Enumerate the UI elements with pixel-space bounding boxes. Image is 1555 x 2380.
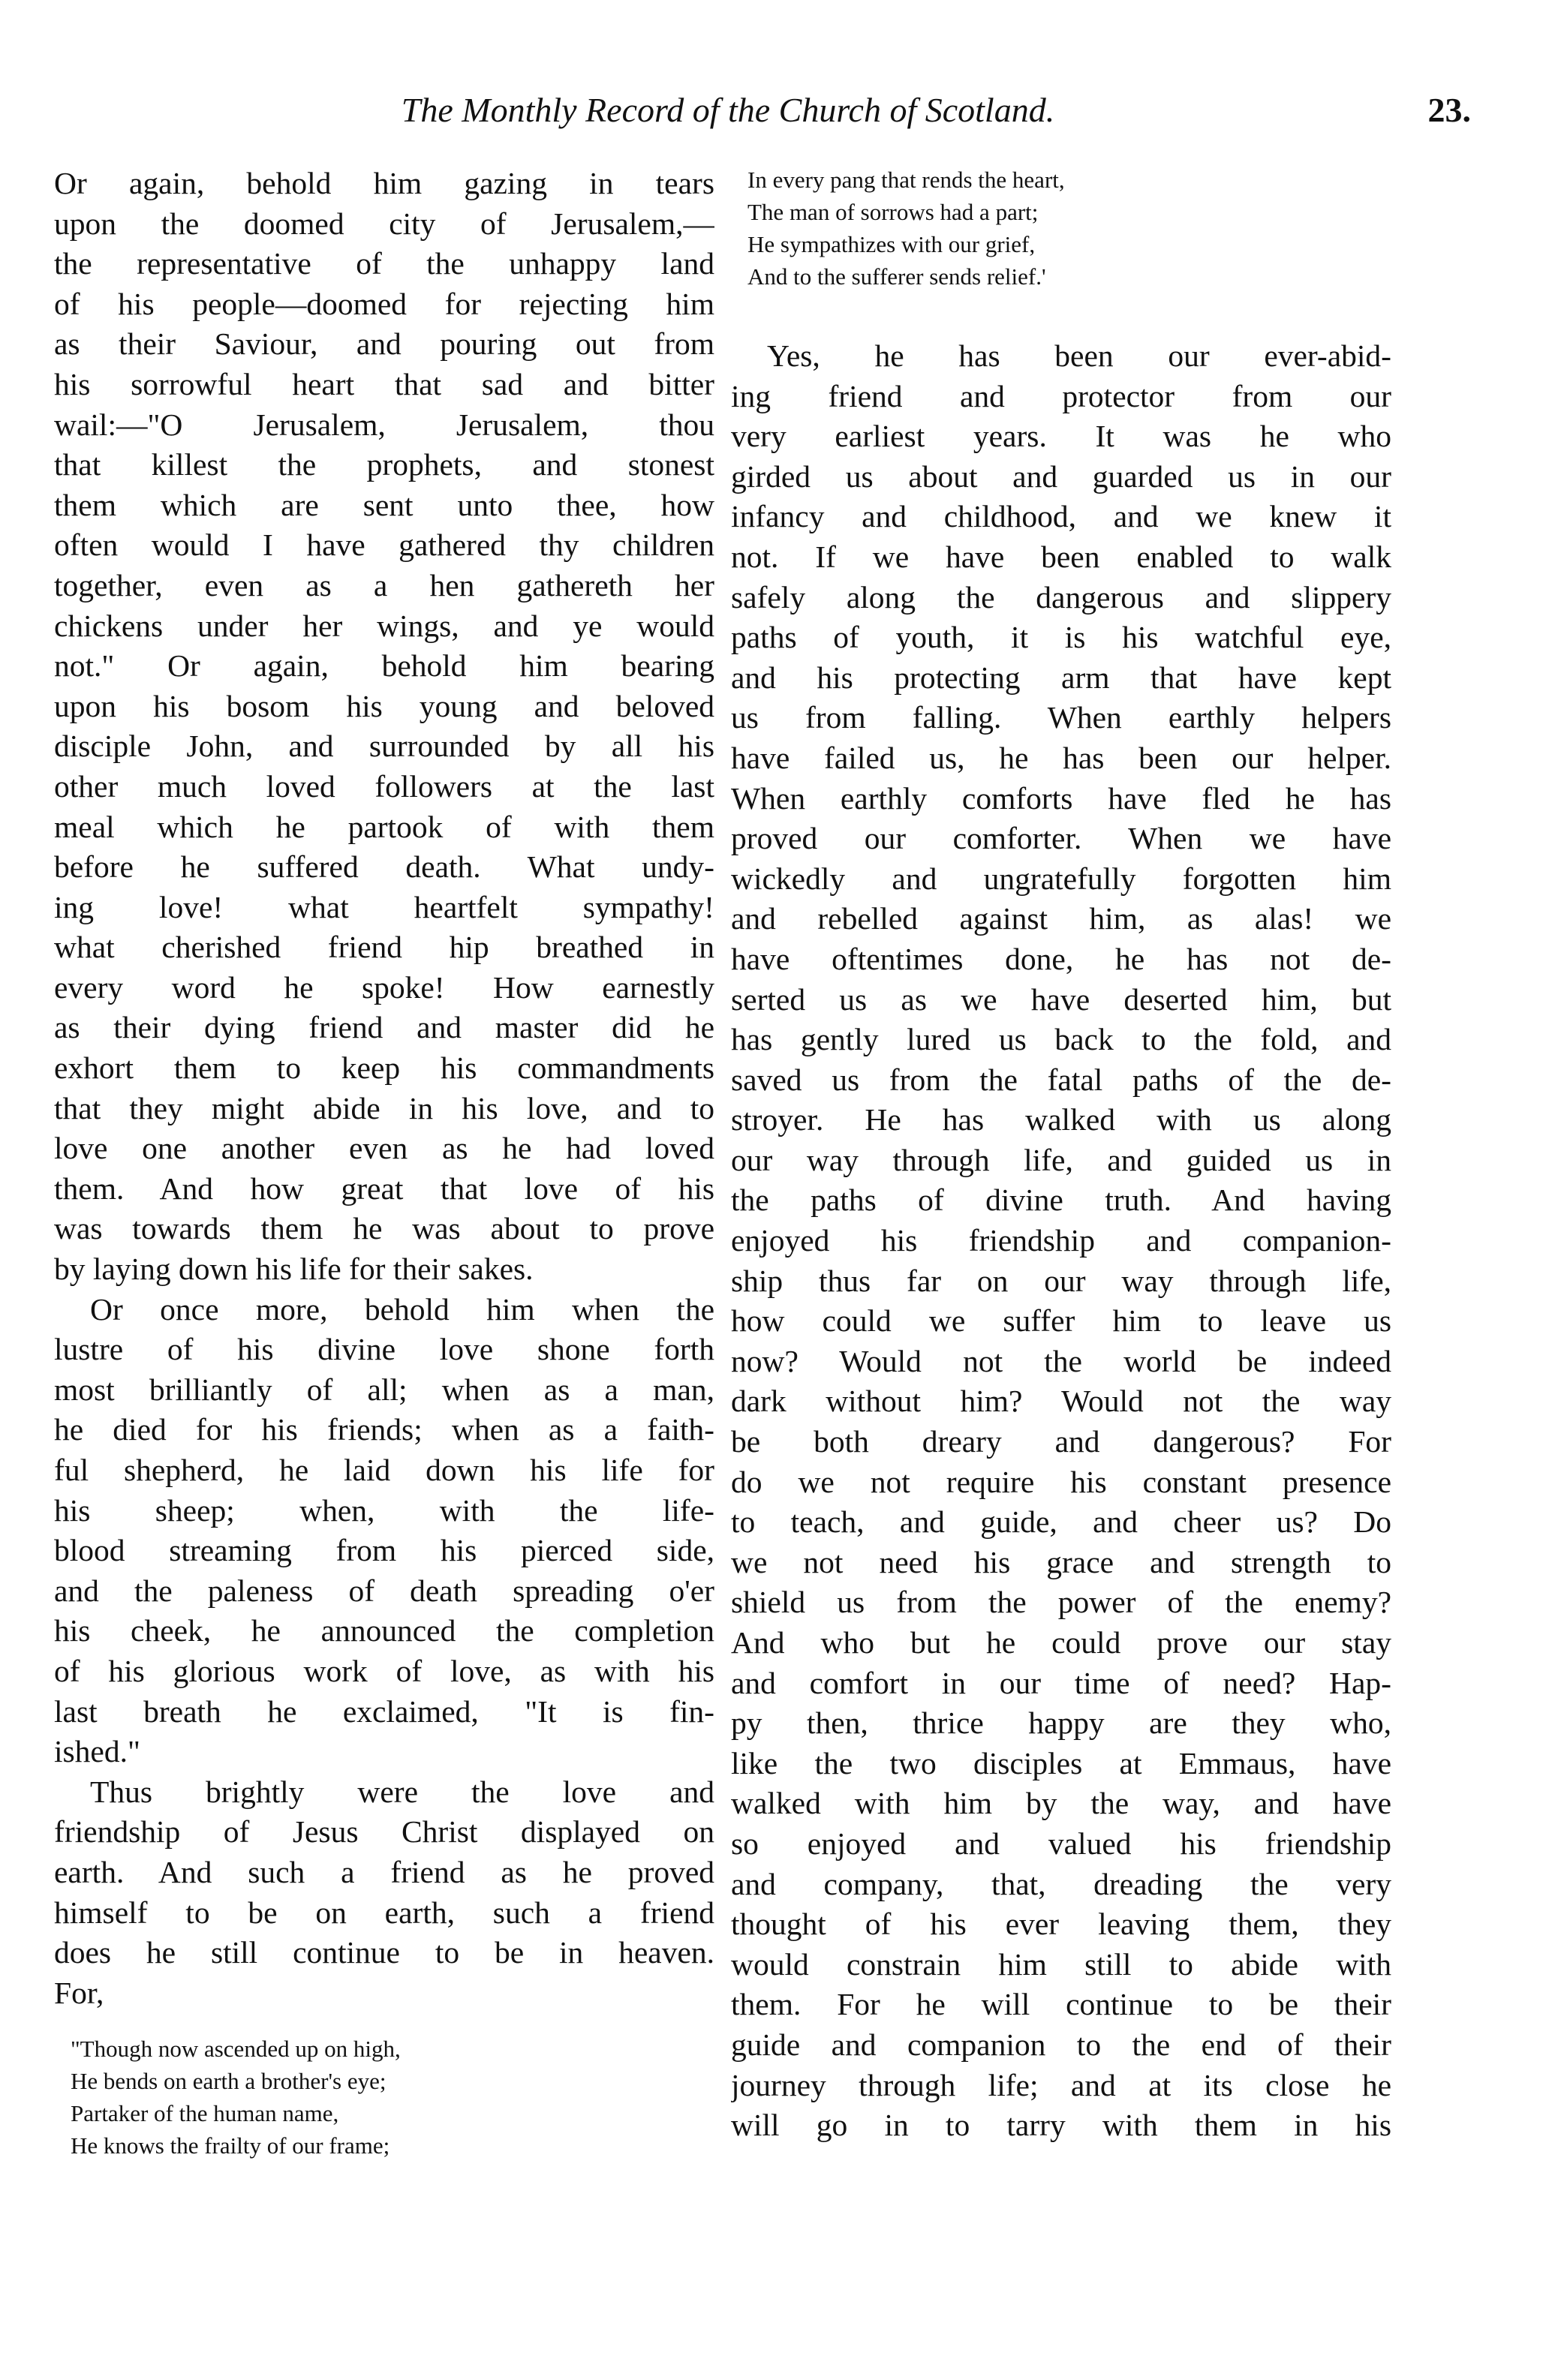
text-line: Thus brightly were the love and (90, 1774, 714, 1809)
text-line: very earliest years. It was he who (731, 419, 1391, 454)
text-line: of his people—doomed for rejecting him (54, 286, 714, 321)
page-number: 23. (1427, 91, 1471, 129)
text-line: proved our comforter. When we have (731, 821, 1391, 856)
text-line: together, even as a hen gathereth her (54, 567, 714, 603)
text-line: Or again, behold him gazing in tears (54, 166, 714, 200)
text-line: would constrain him still to abide with (731, 1946, 1391, 1982)
text-line: earth. And such a friend as he proved (54, 1854, 714, 1889)
text-line: them. And how great that love of his (54, 1170, 714, 1206)
text-line: that killest the prophets, and stonest (54, 447, 714, 482)
text-line: not." Or again, behold him bearing (54, 648, 714, 684)
text-line: disciple John, and surrounded by all his (54, 729, 714, 764)
paragraph-3 (54, 1772, 714, 2014)
text-line: them which are sent unto thee, how (54, 487, 714, 522)
verse-line: He knows the frailty of our frame; (71, 2132, 390, 2159)
text-line: now? Would not the world be indeed (731, 1343, 1391, 1378)
verse-quote-end (731, 164, 1391, 293)
left-column (54, 164, 714, 2162)
text-line: was towards them he was about to prove (54, 1211, 714, 1246)
text-line: For, (54, 1975, 104, 2010)
text-line: will go in to tarry with them in his (731, 2108, 1391, 2143)
text-line: last breath he exclaimed, "It is fin- (54, 1693, 714, 1729)
text-line: our way through life, and guided us in (731, 1142, 1391, 1177)
running-title: The Monthly Record of the Church of Scotland. (401, 91, 1055, 129)
text-line: and rebelled against him, as alas! we (731, 901, 1391, 936)
text-line: infancy and childhood, and we knew it (731, 499, 1391, 534)
text-line: py then, thrice happy are they who, (731, 1705, 1391, 1741)
text-line: his sorrowful heart that sad and bitter (54, 366, 714, 401)
text-line: thought of his ever leaving them, they (731, 1907, 1391, 1942)
text-line: by laying down his life for their sakes. (54, 1252, 534, 1287)
text-line: shield us from the power of the enemy? (731, 1585, 1391, 1620)
verse-quote-start (54, 2033, 714, 2162)
text-line: his sheep; when, with the life- (54, 1492, 714, 1528)
text-line: as their Saviour, and pouring out from (54, 326, 714, 362)
text-line: that they might abide in his love, and to (54, 1090, 714, 1125)
verse-line: In every pang that rends the heart, (747, 167, 1065, 193)
text-line: be both dreary and dangerous? For (731, 1424, 1391, 1459)
text-line: wail:—"O Jerusalem, Jerusalem, thou (54, 407, 714, 442)
text-line: upon his bosom his young and beloved (54, 688, 714, 723)
text-line: we not need his grace and strength to (731, 1544, 1391, 1579)
text-line: not. If we have been enabled to walk (731, 539, 1391, 574)
text-line: often would I have gathered thy children (54, 527, 714, 563)
text-line: chickens under her wings, and ye would (54, 608, 714, 643)
text-line: saved us from the fatal paths of the de- (731, 1062, 1391, 1097)
text-line: And who but he could prove our stay (731, 1625, 1391, 1660)
text-line: the paths of divine truth. And having (731, 1182, 1391, 1218)
text-line: safely along the dangerous and slippery (731, 579, 1391, 615)
text-line: what cherished friend hip breathed in (54, 930, 714, 965)
text-line: every word he spoke! How earnestly (54, 969, 714, 1005)
text-line: and the paleness of death spreading o'er (54, 1573, 714, 1608)
text-line: upon the doomed city of Jerusalem,— (54, 206, 714, 241)
right-column (731, 164, 1391, 2146)
text-line: so enjoyed and valued his friendship (731, 1826, 1391, 1861)
verse-line: And to the sufferer sends relief.' (747, 263, 1046, 290)
text-line: himself to be on earth, such a friend (54, 1895, 714, 1930)
text-line: how could we suffer him to leave us (731, 1303, 1391, 1339)
text-line: his cheek, he announced the completion (54, 1613, 714, 1648)
text-line: to teach, and guide, and cheer us? Do (731, 1504, 1391, 1540)
text-line: and company, that, dreading the very (731, 1866, 1391, 1901)
text-line: have failed us, he has been our helper. (731, 740, 1391, 775)
text-line: enjoyed his friendship and companion- (731, 1223, 1391, 1258)
text-line: exhort them to keep his commandments (54, 1050, 714, 1086)
text-line: When earthly comforts have fled he has (731, 780, 1391, 816)
text-line: of his glorious work of love, as with his (54, 1653, 714, 1688)
text-line: us from falling. When earthly helpers (731, 700, 1391, 735)
text-line: walked with him by the way, and have (731, 1786, 1391, 1821)
verse-line: The man of sorrows had a part; (747, 199, 1039, 225)
text-line: journey through life; and at its close he (731, 2067, 1391, 2102)
verse-line: He bends on earth a brother's eye; (71, 2068, 386, 2095)
verse-line: Partaker of the human name, (71, 2100, 339, 2127)
verse-line: "Though now ascended up on high, (71, 2036, 401, 2063)
text-line: the representative of the unhappy land (54, 246, 714, 281)
text-line: lustre of his divine love shone forth (54, 1332, 714, 1367)
text-line: do we not require his constant presence (731, 1464, 1391, 1499)
text-line: blood streaming from his pierced side, (54, 1533, 714, 1568)
text-line: guide and companion to the end of their (731, 2027, 1391, 2062)
text-line: meal which he partook of with them (54, 809, 714, 844)
text-line: and comfort in our time of need? Hap- (731, 1665, 1391, 1700)
text-line: dark without him? Would not the way (731, 1384, 1391, 1419)
text-line: ful shepherd, he laid down his life for (54, 1453, 714, 1487)
text-line: ished." (54, 1734, 140, 1769)
text-line: paths of youth, it is his watchful eye, (731, 620, 1391, 655)
text-line: before he suffered death. What undy- (54, 849, 714, 885)
verse-line: He sympathizes with our grief, (747, 231, 1036, 257)
text-line: has gently lured us back to the fold, and (731, 1022, 1391, 1057)
text-line: ship thus far on our way through life, (731, 1263, 1391, 1298)
text-line: he died for his friends; when as a faith- (54, 1412, 714, 1447)
text-line: Yes, he has been our ever-abid- (767, 338, 1391, 373)
text-line: love one another even as he had loved (54, 1131, 714, 1166)
text-line: serted us as we have deserted him, but (731, 981, 1391, 1017)
text-line: friendship of Jesus Christ displayed on (54, 1814, 714, 1850)
page-header (53, 84, 1471, 137)
text-line: other much loved followers at the last (54, 768, 714, 804)
text-line: them. For he will continue to be their (731, 1987, 1391, 2022)
paragraph-2 (54, 1290, 714, 1772)
text-line: does he still continue to be in heaven. (54, 1935, 714, 1970)
paragraph-1 (54, 164, 714, 1290)
text-line: like the two disciples at Emmaus, have (731, 1745, 1391, 1780)
text-line: ing love! what heartfelt sympathy! (54, 889, 714, 924)
text-line: wickedly and ungratefully forgotten him (731, 861, 1391, 896)
paragraph-4 (731, 336, 1391, 2146)
text-line: have oftentimes done, he has not de- (731, 941, 1391, 976)
text-line: girded us about and guarded us in our (731, 458, 1391, 494)
text-line: and his protecting arm that have kept (731, 660, 1391, 695)
text-line: stroyer. He has walked with us along (731, 1102, 1391, 1137)
text-line: ing friend and protector from our (731, 378, 1391, 413)
text-line: most brilliantly of all; when as a man, (54, 1372, 714, 1407)
text-line: Or once more, behold him when the (90, 1291, 714, 1327)
text-line: as their dying friend and master did he (54, 1010, 714, 1045)
